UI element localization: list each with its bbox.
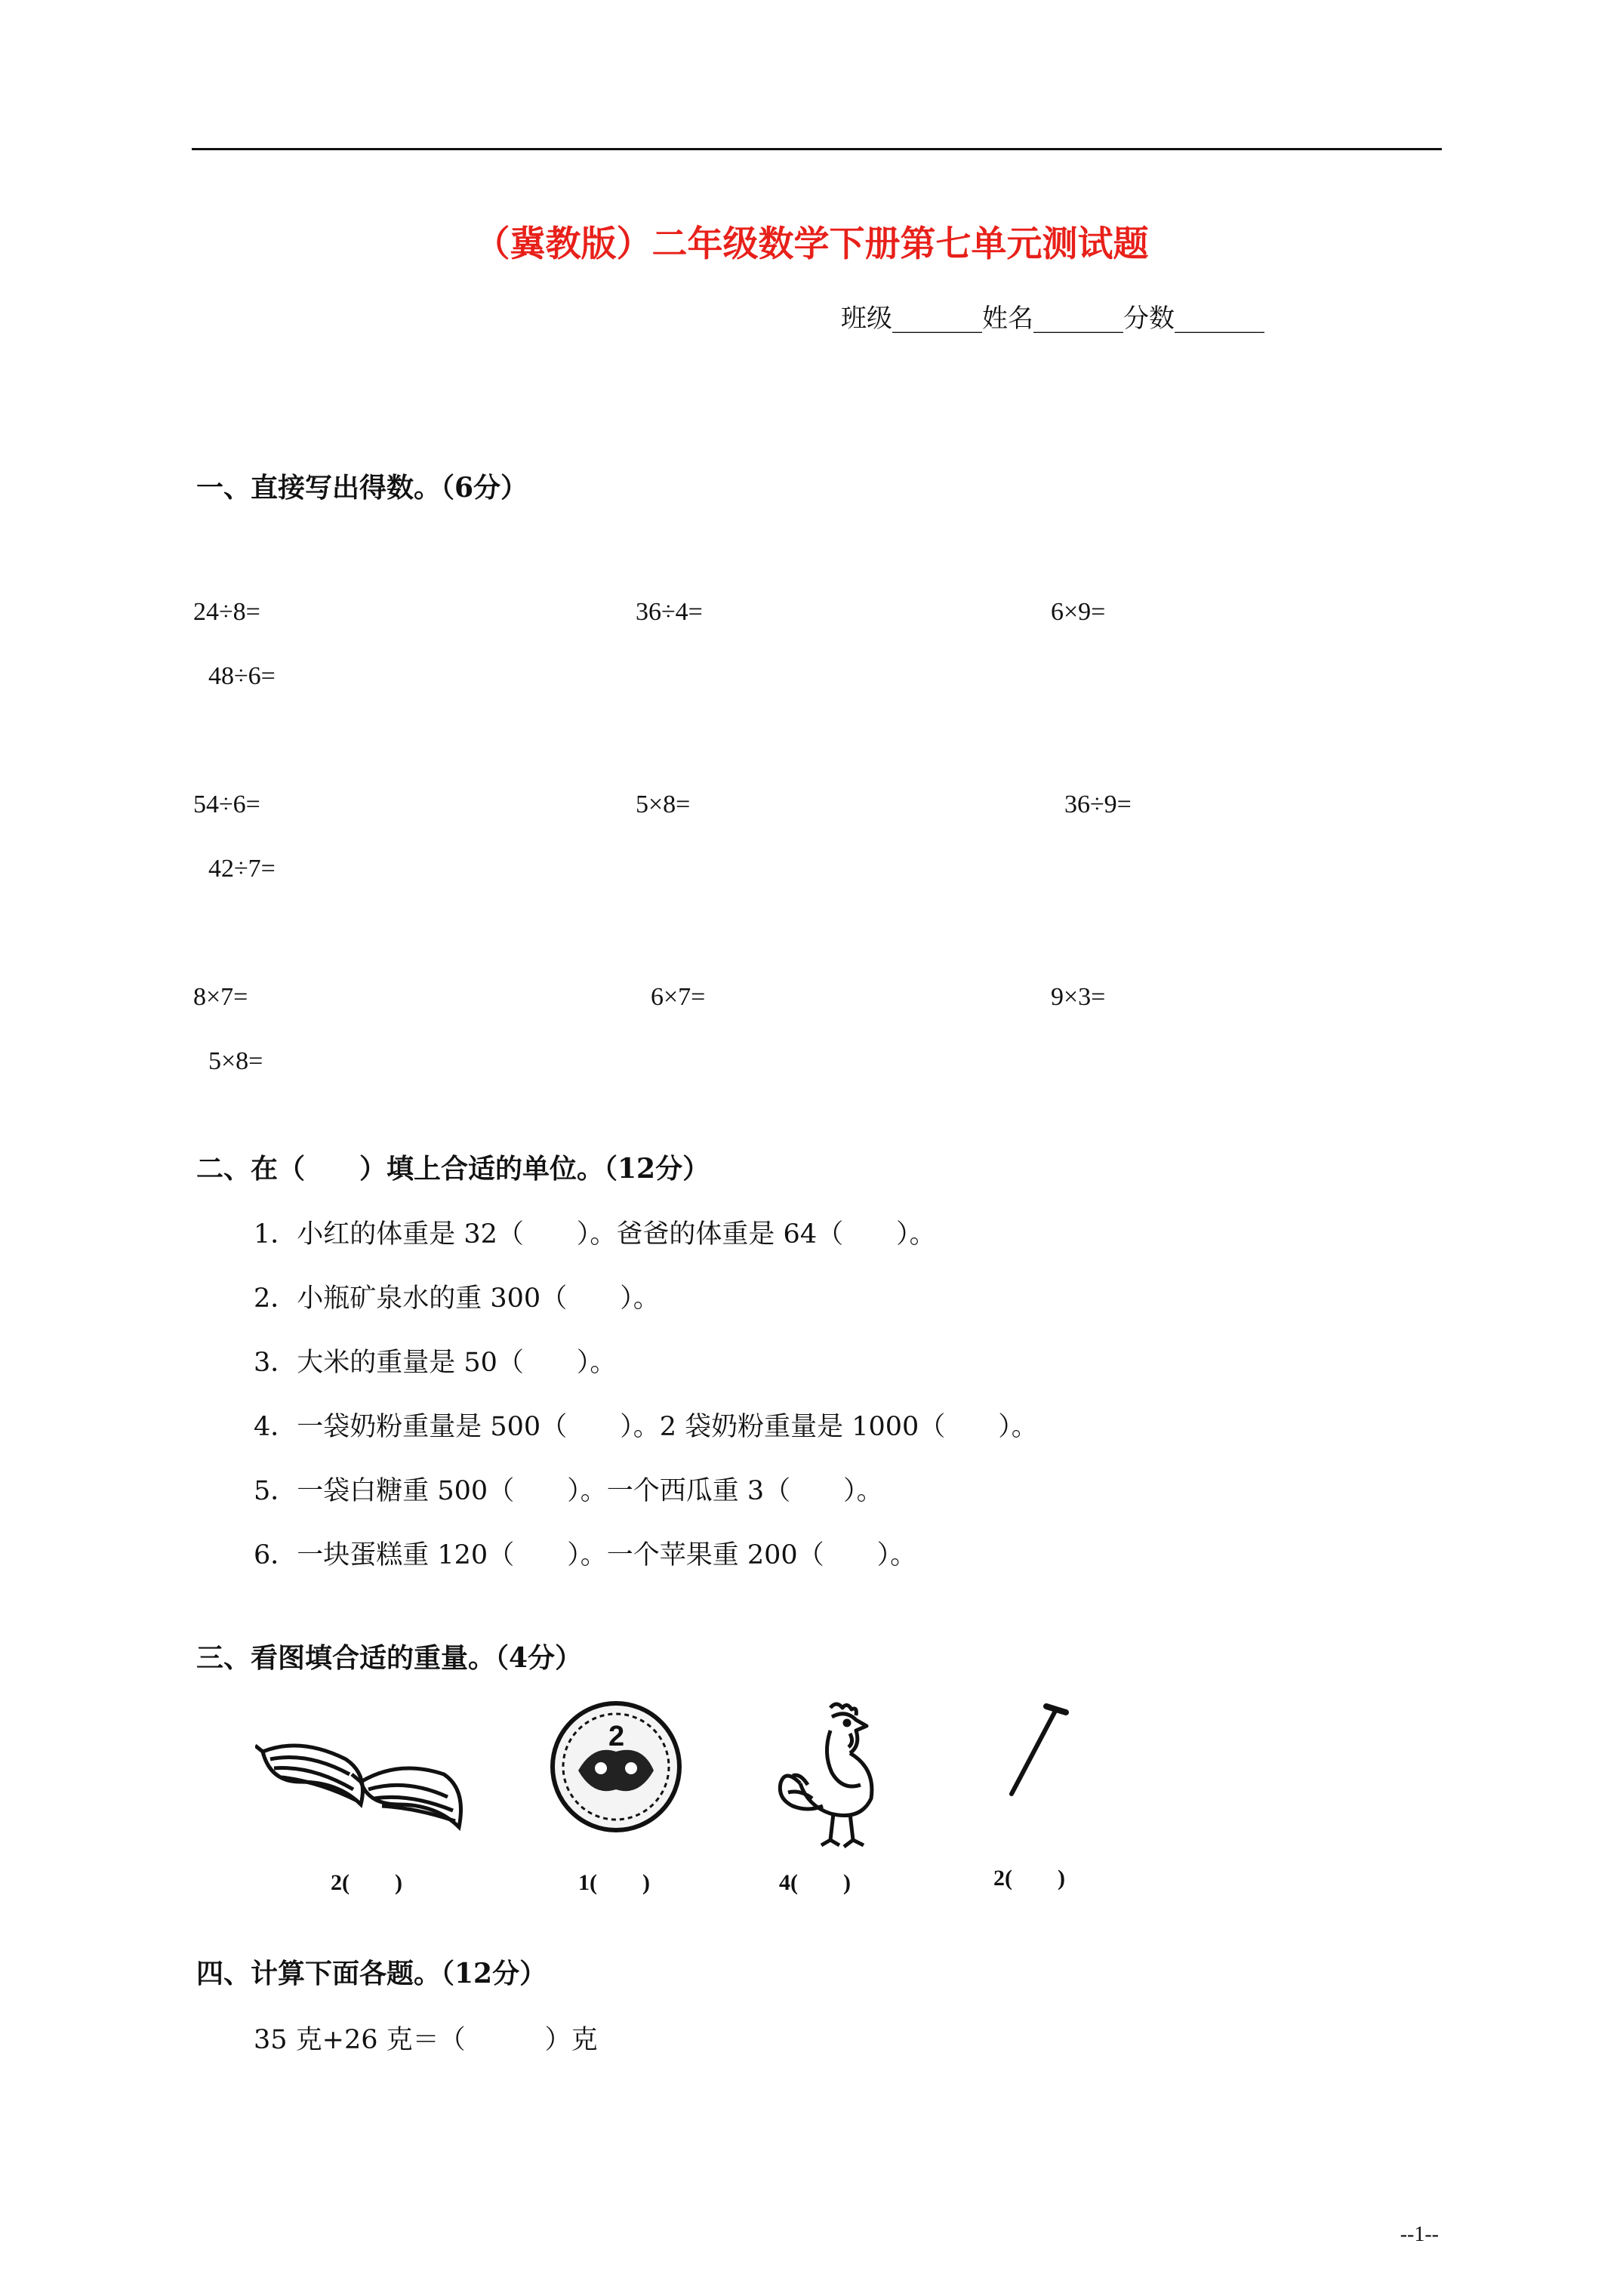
section-3-heading: 三、看图填合适的重量。（4分） — [196, 1642, 583, 1674]
calc-item: 5×8= — [636, 791, 691, 818]
calc-item: 24÷8= — [193, 598, 260, 626]
page-number: --1-- — [1400, 2223, 1439, 2246]
calc-item: 5×8= — [208, 1047, 263, 1075]
calc-item: 42÷7= — [208, 855, 276, 883]
bananas-image — [255, 1729, 467, 1842]
picture-caption: 1( ) — [578, 1870, 650, 1895]
fill-item: 4．一袋奶粉重量是 500（ ）。2 袋奶粉重量是 1000（ ）。 — [254, 1412, 1038, 1442]
coin-image — [548, 1699, 684, 1835]
coin-numeral: 2 — [608, 1721, 625, 1752]
calc-item: 48÷6= — [208, 662, 276, 690]
section-2-heading: 二、在（ ）填上合适的单位。（12分） — [196, 1153, 710, 1185]
nail-image — [996, 1696, 1072, 1801]
calc-item: 54÷6= — [193, 791, 260, 818]
calc-item: 36÷4= — [636, 598, 703, 626]
student-info-line: 班级_______姓名_______分数_______ — [841, 304, 1264, 334]
fill-item: 3．大米的重量是 50（ ）。 — [254, 1348, 617, 1378]
fill-item: 1．小红的体重是 32（ ）。爸爸的体重是 64（ ）。 — [254, 1219, 936, 1250]
calc-item: 35 克+26 克＝（ ）克 — [254, 2025, 598, 2055]
rooster-image — [778, 1700, 898, 1851]
picture-caption: 4( ) — [779, 1870, 851, 1895]
calc-item: 6×7= — [651, 983, 706, 1011]
section-4-heading: 四、计算下面各题。（12分） — [196, 1958, 547, 1989]
picture-caption: 2( ) — [331, 1870, 402, 1895]
top-rule — [192, 148, 1442, 150]
calc-item: 6×9= — [1051, 598, 1106, 626]
page-title: （冀教版）二年级数学下册第七单元测试题 — [474, 223, 1149, 265]
calc-item: 8×7= — [193, 983, 248, 1011]
fill-item: 5．一袋白糖重 500（ ）。一个西瓜重 3（ ）。 — [254, 1476, 883, 1506]
fill-item: 2．小瓶矿泉水的重 300（ ）。 — [254, 1284, 660, 1314]
section-1-heading: 一、直接写出得数。（6分） — [196, 472, 528, 504]
fill-item: 6．一块蛋糕重 120（ ）。一个苹果重 200（ ）。 — [254, 1540, 917, 1570]
calc-item: 36÷9= — [1064, 791, 1132, 818]
calc-item: 9×3= — [1051, 983, 1106, 1011]
picture-caption: 2( ) — [993, 1866, 1065, 1891]
